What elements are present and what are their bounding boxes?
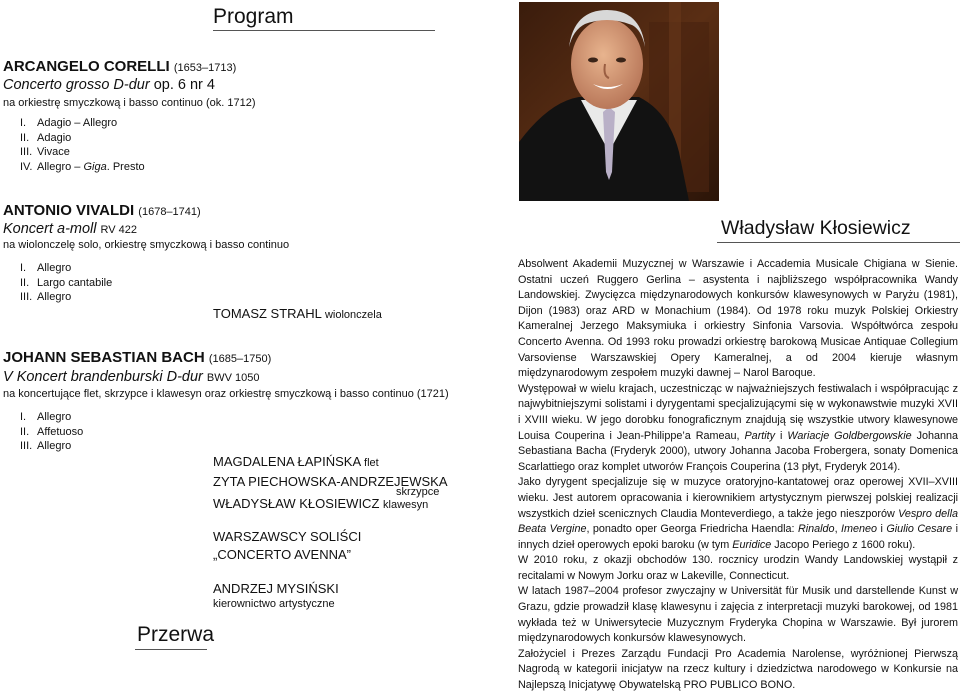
bio-paragraph-3-run-8: i innych dzieł operowych epoki baroku (w tym bbox=[518, 523, 958, 551]
bach-name: JOHANN SEBASTIAN BACH bbox=[3, 349, 205, 366]
bio-paragraph-2-run-3: Wariacje Goldbergowskie bbox=[787, 429, 912, 442]
corelli-movement-4-run-2: . Presto bbox=[106, 160, 145, 173]
bio-paragraph-3-run-2: , ponadto oper Georga Friedricha Haendla: bbox=[586, 523, 798, 536]
intermission-label: Przerwa bbox=[137, 623, 215, 646]
bio-paragraph-3-run-7: Giulio Cesare bbox=[886, 523, 953, 536]
corelli-movement-3-run-0: Vivace bbox=[37, 146, 70, 158]
movement-number: III. bbox=[20, 146, 33, 158]
corelli-movement-4-run-0: Allegro – bbox=[37, 160, 84, 173]
bio-paragraph-3-run-10: Jacopo Periego z 1600 roku). bbox=[771, 538, 916, 551]
bio-paragraph-3-run-6: i bbox=[877, 523, 887, 536]
director-role: kierownictwo artystyczne bbox=[213, 598, 335, 610]
vivaldi-movements bbox=[20, 261, 112, 305]
corelli-movement-1 bbox=[20, 116, 145, 131]
bio-paragraph-2-run-0: Występował w wielu krajach, uczestnicząc w najważniejszych festiwalach i współpracując z najwybitniejszymi solistami i dyrygentami specjalizującymi się w wykonawstwie muzyki XVII i XVIII wieku. W jego dorobku fonograficznym znajdują się wszystkie utwory klawesynowe Louisa Couperina i Jean-Philippe’a Rameau, bbox=[518, 382, 958, 442]
lapinska-role: flet bbox=[364, 457, 379, 469]
bio-paragraph-4-run-0: W 2010 roku, z okazji obchodów 130. rocznicy urodzin Wandy Landowskiej wystąpił z recitalami w Nowym Jorku oraz w Lakeville, Connecticut. bbox=[518, 554, 958, 582]
corelli-movement-3 bbox=[20, 145, 145, 160]
ensemble-line1: WARSZAWSCY SOLIŚCI bbox=[213, 529, 362, 544]
vivaldi-name: ANTONIO VIVALDI bbox=[3, 202, 135, 219]
bach-movement-2-run-0: Affetuoso bbox=[37, 425, 84, 438]
vivaldi-movement-2-run-0: Largo cantabile bbox=[37, 276, 113, 289]
bio-paragraph-6 bbox=[518, 647, 958, 694]
bio-paragraph-2-run-1: Partity bbox=[744, 429, 776, 442]
corelli-work-opus: op. 6 nr 4 bbox=[149, 77, 215, 93]
bio-paragraph-2 bbox=[518, 382, 958, 476]
bio-paragraph-3-run-5: Imeneo bbox=[841, 523, 878, 536]
movement-title bbox=[37, 425, 83, 440]
vivaldi-movement-3-run-0: Allegro bbox=[37, 291, 72, 303]
bach-movements bbox=[20, 410, 83, 454]
bio-paragraph-5-run-0: W latach 1987–2004 profesor zwyczajny w Universität für Musik und darstellende Kunst w Grazu, gdzie prowadził klasę klawesynu i zajęcia z interpretacji muzyki barokowej, od 1981 wykłada też w Uniwersytecie Muzycznym Fryderyka Chopina w Warszawie. Był jurorem międzynarodowych konkursów klawesynowych. bbox=[518, 585, 958, 645]
vivaldi-subtitle: na wiolonczelę solo, orkiestrę smyczkową i basso continuo bbox=[3, 239, 290, 251]
strahl-name: TOMASZ STRAHL bbox=[213, 306, 322, 321]
bio-paragraph-4 bbox=[518, 553, 958, 584]
movement-title bbox=[37, 276, 112, 291]
lapinska-name: MAGDALENA ŁAPIŃSKA bbox=[213, 454, 361, 469]
bio-paragraph-3-run-3: Rinaldo bbox=[797, 523, 835, 536]
program-title: Program bbox=[213, 5, 294, 28]
corelli-movement-2-run-0: Adagio bbox=[37, 131, 72, 144]
bio-paragraph-2-run-4: Johanna Sebastiana Bacha (Fryderyk 2000), utwory Johanna Jacoba Frobergera, sonaty Domenica Scarlattiego oraz komplet utworów François Couperina (13 płyt, Fryderyk 2014). bbox=[518, 429, 958, 473]
bio-paragraph-5 bbox=[518, 584, 958, 646]
bach-work-title: V Koncert brandenburski D-dur bbox=[3, 369, 203, 385]
corelli-movement-4 bbox=[20, 160, 145, 175]
movement-title bbox=[37, 131, 71, 146]
bio-paragraph-3-run-0: Jako dyrygent specjalizuje się w muzyce oratoryjno-kantatowej oraz operowej XVII–XVIII wieku. Jest autorem opracowania i kierownikiem artystycznym pierwszej polskiej realizacji wszystkich dzieł scenicznych Claudia Monteverdiego, a także jego nieszporów bbox=[518, 476, 958, 520]
bach-heading bbox=[3, 349, 271, 366]
bio-name-underline bbox=[717, 242, 960, 243]
bio-paragraph-3 bbox=[518, 475, 958, 553]
corelli-work bbox=[3, 77, 215, 93]
corelli-name: ARCANGELO CORELLI bbox=[3, 58, 170, 75]
bio-paragraph-3-run-9: Euridice bbox=[732, 538, 772, 551]
vivaldi-work bbox=[3, 221, 137, 237]
vivaldi-movement-1-run-0: Allegro bbox=[37, 262, 72, 274]
movement-number: IV. bbox=[20, 160, 33, 173]
intermission-underline bbox=[135, 649, 207, 650]
klosiewicz-line bbox=[213, 496, 428, 511]
bach-movement-3 bbox=[20, 439, 83, 454]
bio-paragraph-1-run-0: Absolwent Akademii Muzycznej w Warszawie i Accademia Musicale Chigiana w Sienie. Ostatni uczeń Ruggero Gerlina – asystenta i najbliższego współpracownika Wandy Landowskiej. Zwycięzca międzynarodowych konkursów klawesynowych w Paryżu (1981), Dijon (1983) oraz ARD w Monachium (1984). Od 1978 roku muzyk Polskiej Orkiestry Kameralnej Jerzego Maksymiuka i orkiestry Sinfonia Varsovia. Współtwórca zespołu Concerto Avenna. Od 1993 roku prowadzi orkiestrę barokową Musicae Antiquae Collegium Varsoviense Warszawskiej Opery Kameralnej, a od 2004 kieruje własnym międzynarodowym zespołem muzyki dawnej – Narol Baroque. bbox=[518, 258, 958, 380]
corelli-movements bbox=[20, 116, 145, 174]
bio-text bbox=[518, 257, 958, 694]
bio-paragraph-3-run-4: , bbox=[834, 523, 842, 536]
corelli-subtitle: na orkiestrę smyczkową i basso continuo (ok. 1712) bbox=[3, 97, 256, 109]
movement-title bbox=[37, 160, 145, 175]
klosiewicz-name: WŁADYSŁAW KŁOSIEWICZ bbox=[213, 496, 380, 511]
bach-years: (1685–1750) bbox=[208, 353, 272, 365]
vivaldi-heading bbox=[3, 202, 201, 219]
lapinska-line bbox=[213, 454, 379, 469]
program-title-underline bbox=[213, 30, 435, 31]
klosiewicz-role: klawesyn bbox=[383, 499, 429, 511]
bach-movement-2 bbox=[20, 425, 83, 440]
vivaldi-years: (1678–1741) bbox=[138, 206, 201, 218]
movement-number: II. bbox=[20, 131, 30, 144]
movement-number: III. bbox=[20, 440, 33, 452]
portrait-illustration bbox=[519, 2, 719, 201]
piechowska-name: ZYTA PIECHOWSKA-ANDRZEJEWSKA bbox=[213, 474, 448, 489]
bach-work-catalog: BWV 1050 bbox=[206, 372, 260, 384]
vivaldi-work-catalog: RV 422 bbox=[100, 224, 138, 236]
corelli-movement-2 bbox=[20, 131, 145, 146]
bach-work bbox=[3, 369, 260, 385]
movement-title bbox=[37, 116, 117, 131]
vivaldi-movement-3 bbox=[20, 290, 112, 305]
corelli-work-title: Concerto grosso D-dur bbox=[3, 77, 150, 93]
corelli-movement-1-run-0: Adagio – Allegro bbox=[37, 117, 118, 129]
movement-title bbox=[37, 290, 71, 305]
movement-title bbox=[37, 261, 71, 276]
vivaldi-soloist bbox=[213, 306, 382, 321]
piechowska-role: skrzypce bbox=[396, 486, 440, 498]
movement-number: I. bbox=[20, 411, 27, 423]
bio-paragraph-1 bbox=[518, 257, 958, 382]
strahl-role: wiolonczela bbox=[324, 309, 382, 321]
bach-movement-1 bbox=[20, 410, 83, 425]
movement-title bbox=[37, 410, 71, 425]
corelli-movement-4-run-1: Giga bbox=[83, 160, 107, 173]
portrait-photo bbox=[519, 2, 719, 201]
corelli-heading bbox=[3, 58, 236, 75]
movement-number: I. bbox=[20, 262, 27, 274]
movement-title bbox=[37, 439, 71, 454]
vivaldi-movement-2 bbox=[20, 276, 112, 291]
ensemble-line2: „CONCERTO AVENNA” bbox=[213, 547, 351, 562]
bio-paragraph-3-run-1: Vespro della Beata Vergine bbox=[518, 507, 958, 536]
vivaldi-work-title: Koncert a-moll bbox=[3, 221, 97, 237]
bach-movement-1-run-0: Allegro bbox=[37, 411, 72, 423]
movement-number: III. bbox=[20, 291, 33, 303]
bio-paragraph-6-run-0: Założyciel i Prezes Zarządu Fundacji Pro Academia Narolense, wyróżnionej Pierwszą Nagrodą w kategorii inicjatyw na rzecz kultury i dziedzictwa narodowego w Konkursie na Najlepszą Inicjatywę Obywatelską PRO PUBLICO BONO. bbox=[518, 647, 958, 692]
director-name: ANDRZEJ MYSIŃSKI bbox=[213, 581, 339, 596]
movement-title bbox=[37, 145, 70, 160]
movement-number: II. bbox=[20, 276, 30, 289]
vivaldi-movement-1 bbox=[20, 261, 112, 276]
bio-paragraph-2-run-2: i bbox=[775, 429, 788, 442]
bach-movement-3-run-0: Allegro bbox=[37, 440, 72, 452]
corelli-years: (1653–1713) bbox=[173, 62, 237, 74]
movement-number: II. bbox=[20, 425, 30, 438]
bio-name: Władysław Kłosiewicz bbox=[721, 217, 911, 239]
movement-number: I. bbox=[20, 117, 27, 129]
bach-subtitle: na koncertujące flet, skrzypce i klawesyn oraz orkiestrę smyczkową i basso continuo (1721) bbox=[3, 388, 449, 400]
